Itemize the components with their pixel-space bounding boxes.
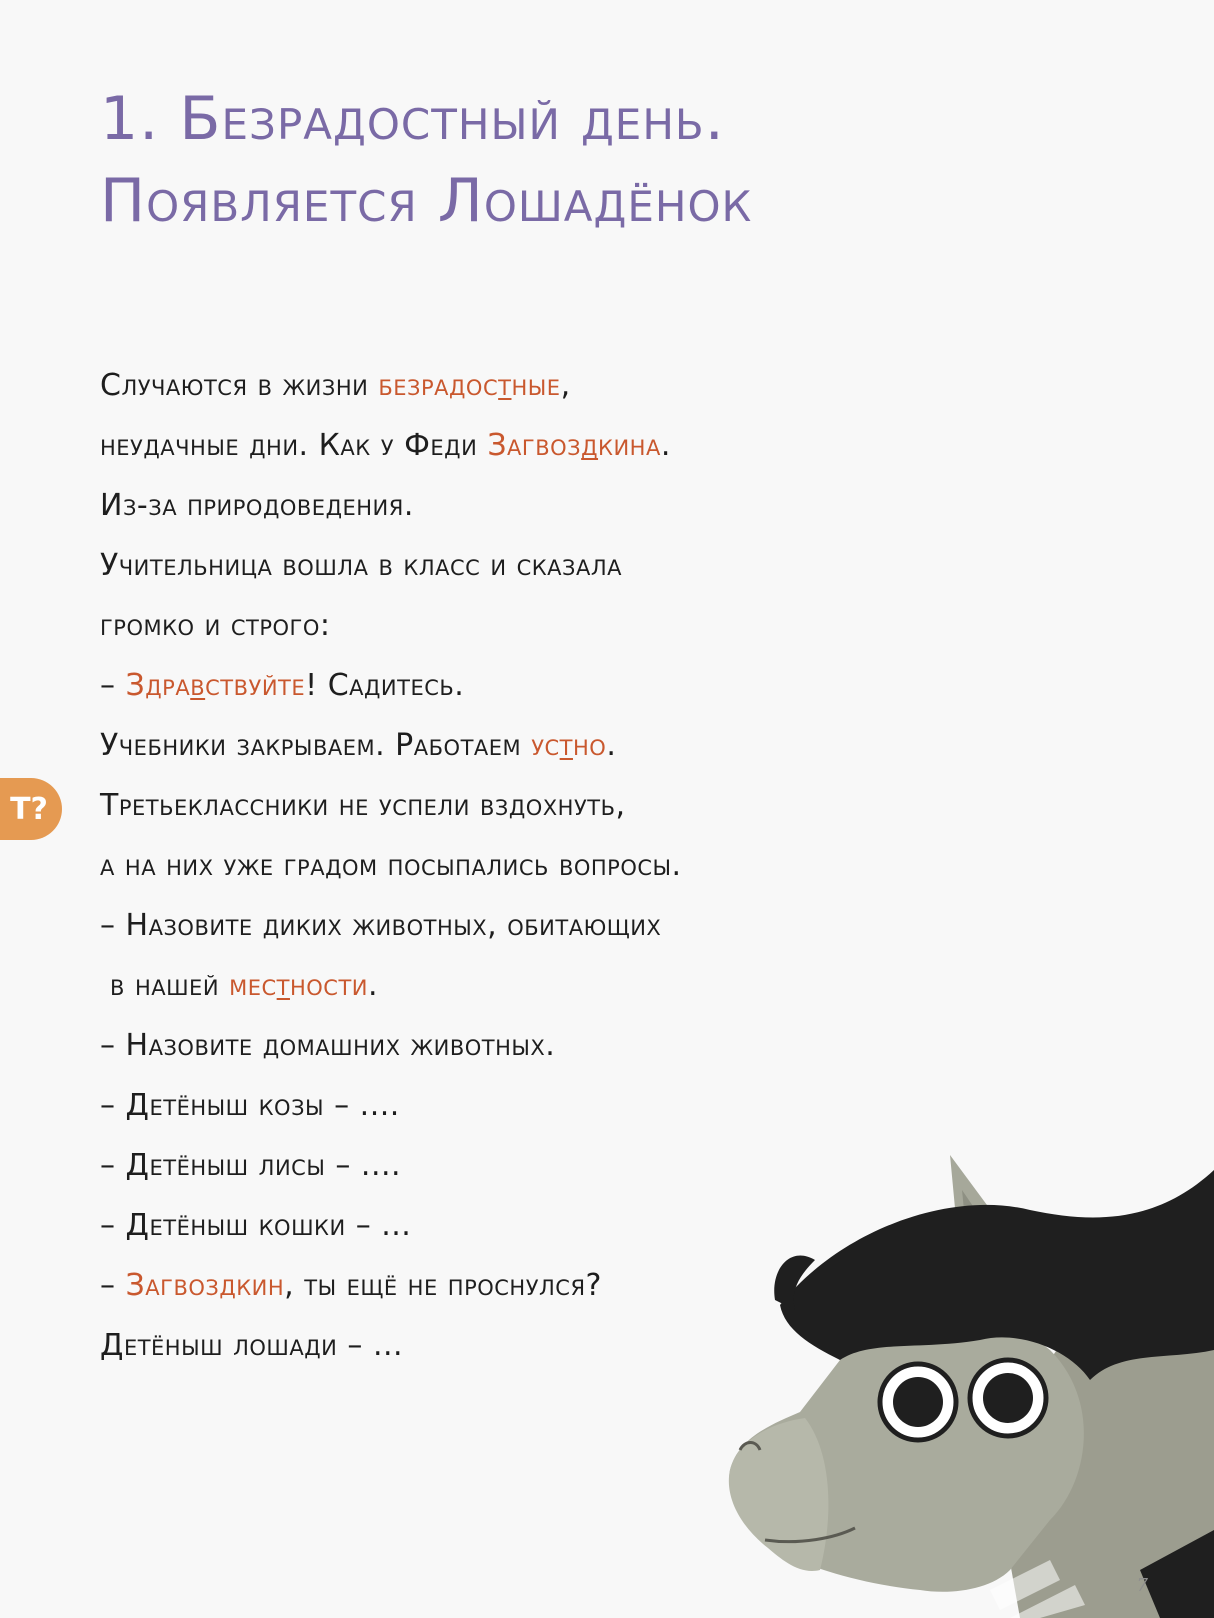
horse-muzzle — [729, 1418, 829, 1571]
text-line: – Загвоздкин, ты ещё не проснулся? — [100, 1268, 602, 1303]
question-badge: Т? — [0, 778, 62, 840]
highlighted-word: Загвоздкина — [487, 428, 661, 463]
text-line: – Назовите домашних животных. — [100, 1028, 556, 1063]
text-line: а на них уже градом посыпались вопросы. — [100, 848, 682, 883]
chapter-title-line-2: Появляется Лошадёнок — [100, 166, 753, 236]
highlighted-word: безрадостные — [378, 368, 561, 403]
highlighted-word: Здравствуйте — [125, 668, 306, 703]
highlighted-word: местности — [229, 968, 368, 1003]
text-line: Учебники закрываем. Работаем устно. — [100, 728, 617, 763]
text-line: – Детёныш лисы – .... — [100, 1148, 402, 1183]
text-line: – Здравствуйте! Садитесь. — [100, 668, 465, 703]
text-line: Из-за природоведения. — [100, 488, 414, 523]
chapter-title-line-1: 1. Безрадостный день. — [100, 84, 725, 154]
chapter-title — [100, 78, 752, 242]
text-line: Учительница вошла в класс и сказала — [100, 548, 623, 583]
page-number: 7 — [1136, 1575, 1148, 1596]
highlighted-word: Загвоздкин — [125, 1268, 285, 1303]
text-line: громко и строго: — [100, 608, 331, 643]
text-line: Третьеклассники не успели вздохнуть, — [100, 788, 626, 823]
horse-illustration — [690, 1150, 1214, 1618]
text-line: неудачные дни. Как у Феди Загвоздкина. — [100, 428, 671, 463]
text-line: – Назовите диких животных, обитающих — [100, 908, 662, 943]
highlighted-word: устно — [531, 728, 607, 763]
text-line: Случаются в жизни безрадостные, — [100, 368, 571, 403]
text-line: – Детёныш кошки – ... — [100, 1208, 412, 1243]
text-line: – Детёныш козы – .... — [100, 1088, 400, 1123]
text-line: в нашей местности. — [110, 968, 379, 1003]
text-line: Детёныш лошади – ... — [100, 1328, 404, 1363]
